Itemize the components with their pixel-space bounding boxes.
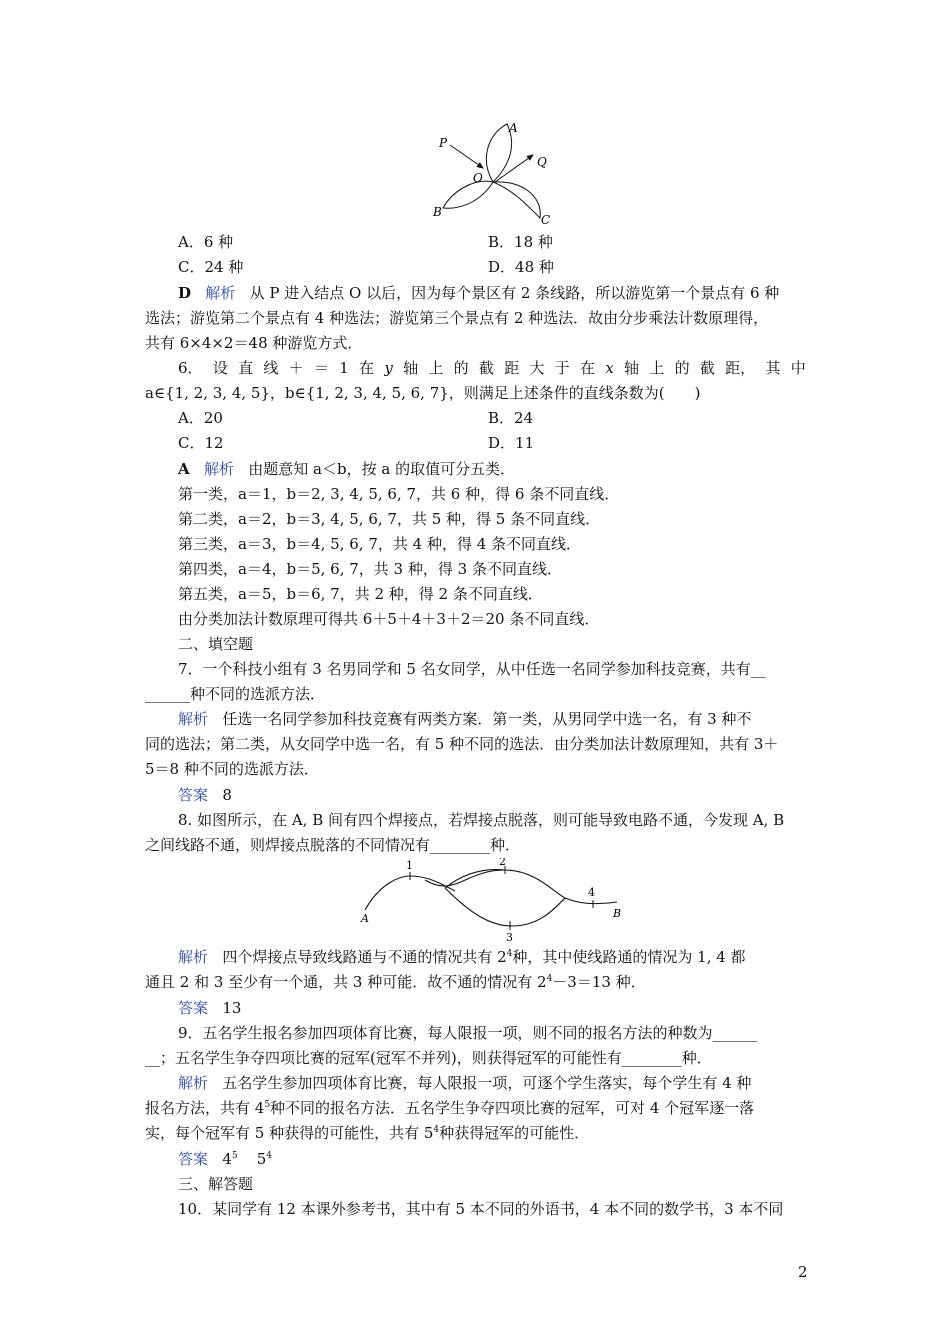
wire-lower [445,888,565,926]
q6-stem-word: 截 [699,359,715,377]
q6-stem-line2: a∈{1, 2, 3, 4, 5}，b∈{1, 2, 3, 4, 5, 6, 7}，则满足上述条件的直线条数为( ) [145,384,701,402]
q6-stem-word: 1 [339,359,349,377]
q6-case-5: 第五类，a＝5，b＝6, 7，共 2 种，得 2 条不同直线． [178,585,543,603]
q6-stem-word: ＝ [313,359,329,377]
q6-stem-word: 上 [649,359,665,377]
q6-stem-word: 上 [428,359,444,377]
q9-answer-value-2: $5^4$ [256,1150,272,1168]
label-3: 3 [506,931,513,943]
label-a: A [509,121,518,135]
q6-stem-word: 6． [178,359,203,377]
q6-option-b: B．24 [488,409,534,427]
label-p: P [439,136,448,150]
q5-option-a: A．6 种 [178,233,234,251]
q6-stem-word: y [384,359,393,377]
q7-stem-line2: ______种不同的选派方法． [145,685,326,703]
q6-option-a: A．20 [178,409,223,427]
q7-analysis-line3: 5＝8 种不同的选派方法． [145,760,319,778]
q6-stem-word: 距， [725,359,756,377]
label-b: B [433,205,442,219]
q6-answer-letter: A [178,460,190,478]
q6-stem-word: 轴 [403,359,419,377]
label-b: B [613,907,622,920]
q6-stem-word: 于 [554,359,570,377]
label-2: 2 [499,858,506,868]
q6-stem-word: 其 [765,359,781,377]
q6-stem-word: 距 [504,359,520,377]
q6-stem-word: 直 [238,359,254,377]
q5-answer-letter: D [178,284,192,302]
q7-analysis-line2: 同的选法；第二类，从女同学中选一名，有 5 种不同的选法．由分类加法计数原理知，共有 3＋ [145,735,779,753]
q6-stem-word: 线 [263,359,279,377]
q6-stem-word: 中 [790,359,806,377]
q5-analysis-line1: D 解析 从 P 进入结点 O 以后，因为每个景区有 2 条线路，所以游览第一个景点有 6 种 [178,284,780,302]
q9-stem-line1: 9．五名学生报名参加四项体育比赛，每人限报一项，则不同的报名方法的种数为______ [178,1024,758,1042]
q6-analysis-label: 解析 [203,460,234,478]
q6-case-2: 第二类，a＝2，b＝3, 4, 5, 6, 7，共 5 种，得 5 条不同直线． [178,510,601,528]
q6-stem-line1 [178,358,806,378]
q6-option-d: D．11 [488,434,535,452]
q7-stem-line1: 7．一个科技小组有 3 名男同学和 5 名女同学，从中任选一名同学参加科技竞赛，共有__ [178,660,766,678]
q8-answer [178,998,241,1018]
q6-stem-word: 在 [580,359,596,377]
q6-stem-word: 截 [478,359,494,377]
q5-analysis-line3: 共有 6×4×2＝48 种游览方式． [145,334,363,352]
q9-answer [178,1149,272,1169]
label-o: O [473,171,483,185]
label-1: 1 [406,859,413,872]
q6-case-3: 第三类，a＝3，b＝4, 5, 6, 7，共 4 种，得 4 条不同直线． [178,535,582,553]
q6-stem-word: 的 [453,359,469,377]
label-q: Q [537,155,547,169]
q10-stem-line1: 10．某同学有 12 本课外参考书，其中有 5 本不同的外语书，4 本不同的数学书，3 本不同 [178,1200,784,1218]
q5-option-d: D．48 种 [488,258,554,276]
q5-option-b: B．18 种 [488,233,553,251]
arrow-p [450,145,483,168]
label-c: C [541,213,551,227]
q7-answer-label: 答案 [178,786,209,804]
q6-stem-word: 的 [674,359,690,377]
q7-analysis-label: 解析 [178,710,209,728]
q8-analysis-line2: 通且 2 和 3 至少有一个通，共 3 种可能．故不通的情况有 $2^4-3=13$ 种． [145,973,646,991]
q6-analysis-intro: A 解析 由题意知 a＜b，按 a 的取值可分五类． [178,460,516,478]
q8-analysis-line1: 解析 四个焊接点导致线路通与不通的情况共有 $2^4$种，其中使线路通的情况为 1, 4 都 [178,948,746,966]
q5-option-c: C．24 种 [178,258,244,276]
section-solve: 三、解答题 [178,1175,254,1193]
wire-upper [425,870,565,898]
wire-top [445,870,505,888]
wire-main [365,876,455,910]
q6-option-c: C．12 [178,434,224,452]
q8-answer-label: 答案 [178,999,209,1017]
q9-analysis-line2: 报名方法，共有 $4^5$种不同的报名方法．五名学生争夺四项比赛的冠军，可对 4 个冠军逐一落 [145,1099,755,1117]
q5-analysis-label: 解析 [205,284,236,302]
q9-analysis-line3: 实，每个冠军有 5 种获得的可能性，共有 $5^4$种获得冠军的可能性． [145,1124,590,1142]
q9-analysis-line1: 解析 五名学生参加四项体育比赛，每人限报一项，可逐个学生落实，每个学生有 4 种 [178,1074,752,1092]
petal-c [493,182,540,218]
q5-analysis-line2: 选法；游览第二个景点有 4 种选法；游览第三个景点有 2 种选法．故由分步乘法计数原理得， [145,309,769,327]
q6-stem-word: 在 [359,359,375,377]
q6-stem-word: 大 [529,359,545,377]
section-fill-blank: 二、填空题 [178,635,254,653]
q7-analysis-line1: 解析 任选一名同学参加科技竞赛有两类方案．第一类，从男同学中选一名，有 3 种不 [178,710,752,728]
q6-case-1: 第一类，a＝1，b＝2, 3, 4, 5, 6, 7，共 6 种，得 6 条不同直线． [178,485,620,503]
q8-analysis-label: 解析 [178,948,209,966]
q9-answer-value-1: $4^5$ [222,1150,238,1168]
q6-stem-word: ＋ [288,359,304,377]
arrow-q [495,155,533,182]
q9-stem-line2: __；五名学生争夺四项比赛的冠军(冠军不并列)，则获得冠军的可能性有________种． [145,1049,712,1067]
q6-stem-word: 设 [212,359,228,377]
page-number: 2 [798,1263,808,1281]
q6-stem-word: x [605,359,614,377]
q6-case-4: 第四类，a＝4，b＝5, 6, 7，共 3 种，得 3 条不同直线． [178,560,562,578]
q7-answer-value: 8 [222,786,232,804]
route-diagram [425,120,625,230]
label-4: 4 [588,886,595,899]
q8-stem-line1: 8. 如图所示，在 A, B 间有四个焊接点，若焊接点脱落，则可能导致电路不通，今发现 A, B [178,811,785,829]
circuit-diagram [355,858,625,943]
q6-stem-word: 轴 [624,359,640,377]
label-a: A [361,912,369,925]
q8-answer-value: 13 [222,999,242,1017]
q6-sum: 由分类加法计数原理可得共 6＋5＋4＋3＋2＝20 条不同直线． [178,610,600,628]
q9-answer-label: 答案 [178,1150,209,1168]
petal-b [443,181,493,208]
q7-answer [178,785,232,805]
q9-analysis-label: 解析 [178,1074,209,1092]
q8-stem-line2: 之间线路不通，则焊接点脱落的不同情况有________种． [145,836,521,854]
